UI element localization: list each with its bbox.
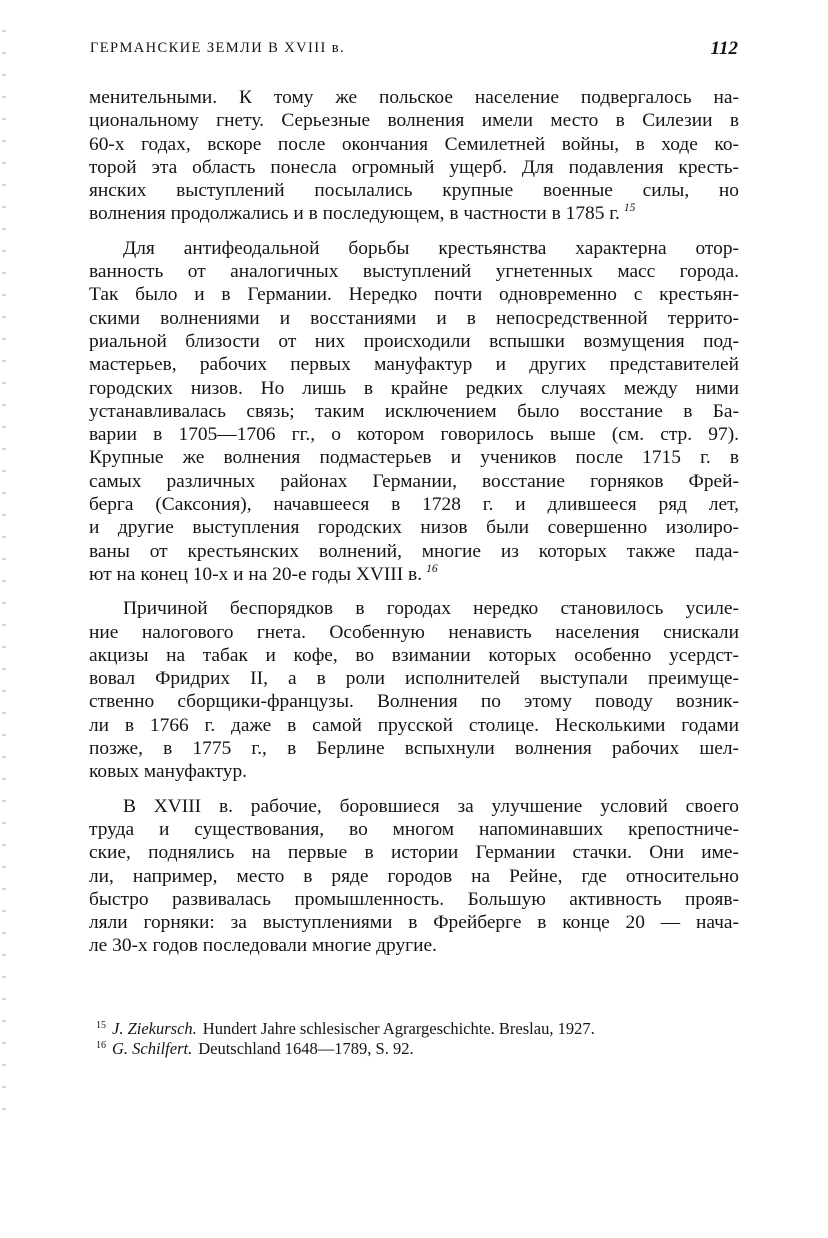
- footnote-mark: 15: [96, 1020, 106, 1031]
- text-line: янских выступлений посылались крупные военные силы, но: [89, 180, 739, 202]
- text-line: быстро развивалась промышленность. Большую активность прояв-: [89, 888, 739, 910]
- footnote-text: Deutschland 1648—1789, S. 92.: [198, 1039, 414, 1058]
- text-line: берга (Саксония), начавшееся в 1728 г. и длившееся ряд лет,: [89, 494, 739, 516]
- text-line: вовал Фридрих II, а в роли исполнителей выступали преимуще-: [89, 668, 739, 690]
- text-line: скими волнениями и восстаниями и в непосредственной террито-: [89, 307, 739, 329]
- footnote-reference-15[interactable]: 15: [623, 202, 636, 215]
- text-line: ковых мануфактур.: [89, 761, 247, 783]
- text-line: риальной близости от них происходили вспышки возмущения под-: [89, 330, 739, 352]
- paragraph-4: [89, 795, 739, 958]
- footnote-text: Hundert Jahre schlesischer Agrargeschichte. Breslau, 1927.: [202, 1019, 595, 1038]
- text-line: ле 30-х годов последовали многие другие.: [89, 935, 437, 957]
- text-line: ственно сборщики-французы. Волнения по этому поводу возник-: [89, 691, 739, 713]
- running-head: [90, 40, 738, 62]
- text-line: Крупные же волнения подмастерьев и учеников после 1715 г. в: [89, 447, 739, 469]
- text-line: Так было и в Германии. Нередко почти одновременно с крестьян-: [89, 284, 739, 306]
- text-line: мастерьев, рабочих первых мануфактур и других представителей: [89, 354, 739, 376]
- footnote-15: [96, 1019, 736, 1039]
- paragraph-3: [89, 597, 739, 783]
- text-line: ские, поднялись на первые в истории Германии стачки. Они име-: [89, 842, 739, 864]
- text-line-with-footnote: [89, 202, 739, 225]
- text-line: устанавливалась связь; таким исключением было восстание в Ба-: [89, 400, 739, 422]
- footnote-reference-16[interactable]: 16: [426, 562, 438, 575]
- text-line: ваны от крестьянских волнений, многие из которых также пада-: [89, 540, 739, 562]
- text-line: ванность от аналогичных выступлений угнетенных масс города.: [89, 261, 739, 283]
- text-line: циональному гнету. Серьезные волнения имели место в Силезии в: [89, 110, 739, 132]
- text-line: ние налогового гнета. Особенную ненависть населения снискали: [89, 621, 739, 643]
- footnote-author: G. Schilfert.: [112, 1039, 193, 1058]
- text-line: Причиной беспорядков в городах нередко становилось усиле-: [123, 598, 739, 620]
- text-line: 60-х годах, вскоре после окончания Семилетней войны, в ходе ко-: [89, 133, 739, 155]
- text-line: варии в 1705—1706 гг., о котором говорилось выше (см. стр. 97).: [89, 424, 739, 446]
- footnote-16: [96, 1039, 736, 1059]
- paragraph-2: [89, 237, 739, 586]
- page-number: 112: [710, 38, 738, 59]
- text-line: позже, в 1775 г., в Берлине вспыхнули волнения рабочих шел-: [89, 738, 739, 760]
- footnotes: [96, 1019, 736, 1059]
- paragraph-1: [89, 86, 739, 226]
- text-line-content: волнения продолжались и в последующем, в частности в 1785 г.: [89, 203, 620, 225]
- text-line: и другие выступления городских низов были совершенно изолиро-: [89, 517, 739, 539]
- footnote-mark: 16: [96, 1040, 106, 1051]
- text-line: ляли горняки: за выступлениями в Фрейберге в конце 20 — нача-: [89, 912, 739, 934]
- body-text: [89, 86, 739, 958]
- text-line-with-footnote: [89, 563, 739, 586]
- scan-margin-specks: [2, 30, 6, 1130]
- running-head-title: ГЕРМАНСКИЕ ЗЕМЛИ В XVIII в.: [90, 40, 346, 56]
- text-line: ли, например, место в ряде городов на Рейне, где относительно: [89, 865, 739, 887]
- footnote-author: J. Ziekursch.: [112, 1019, 197, 1038]
- text-line: Для антифеодальной борьбы крестьянства характерна отор-: [123, 237, 739, 259]
- text-line: городских низов. Но лишь в крайне редких случаях между ними: [89, 377, 739, 399]
- text-line: акцизы на табак и кофе, во взимании которых особенно усердст-: [89, 644, 739, 666]
- text-line: труда и существования, во многом напоминавших крепостниче-: [89, 818, 739, 840]
- text-line: менительными. К тому же польское население подвергалось на-: [89, 87, 739, 108]
- text-line: самых различных районах Германии, восстание горняков Фрей-: [89, 470, 739, 492]
- text-line: ли в 1766 г. даже в самой прусской столице. Несколькими годами: [89, 714, 739, 736]
- text-line-content: ют на конец 10-х и на 20-е годы XVIII в.: [89, 563, 423, 585]
- text-line: торой эта область понесла огромный ущерб. Для подавления кресть-: [89, 156, 739, 178]
- text-line: В XVIII в. рабочие, боровшиеся за улучшение условий своего: [123, 795, 739, 817]
